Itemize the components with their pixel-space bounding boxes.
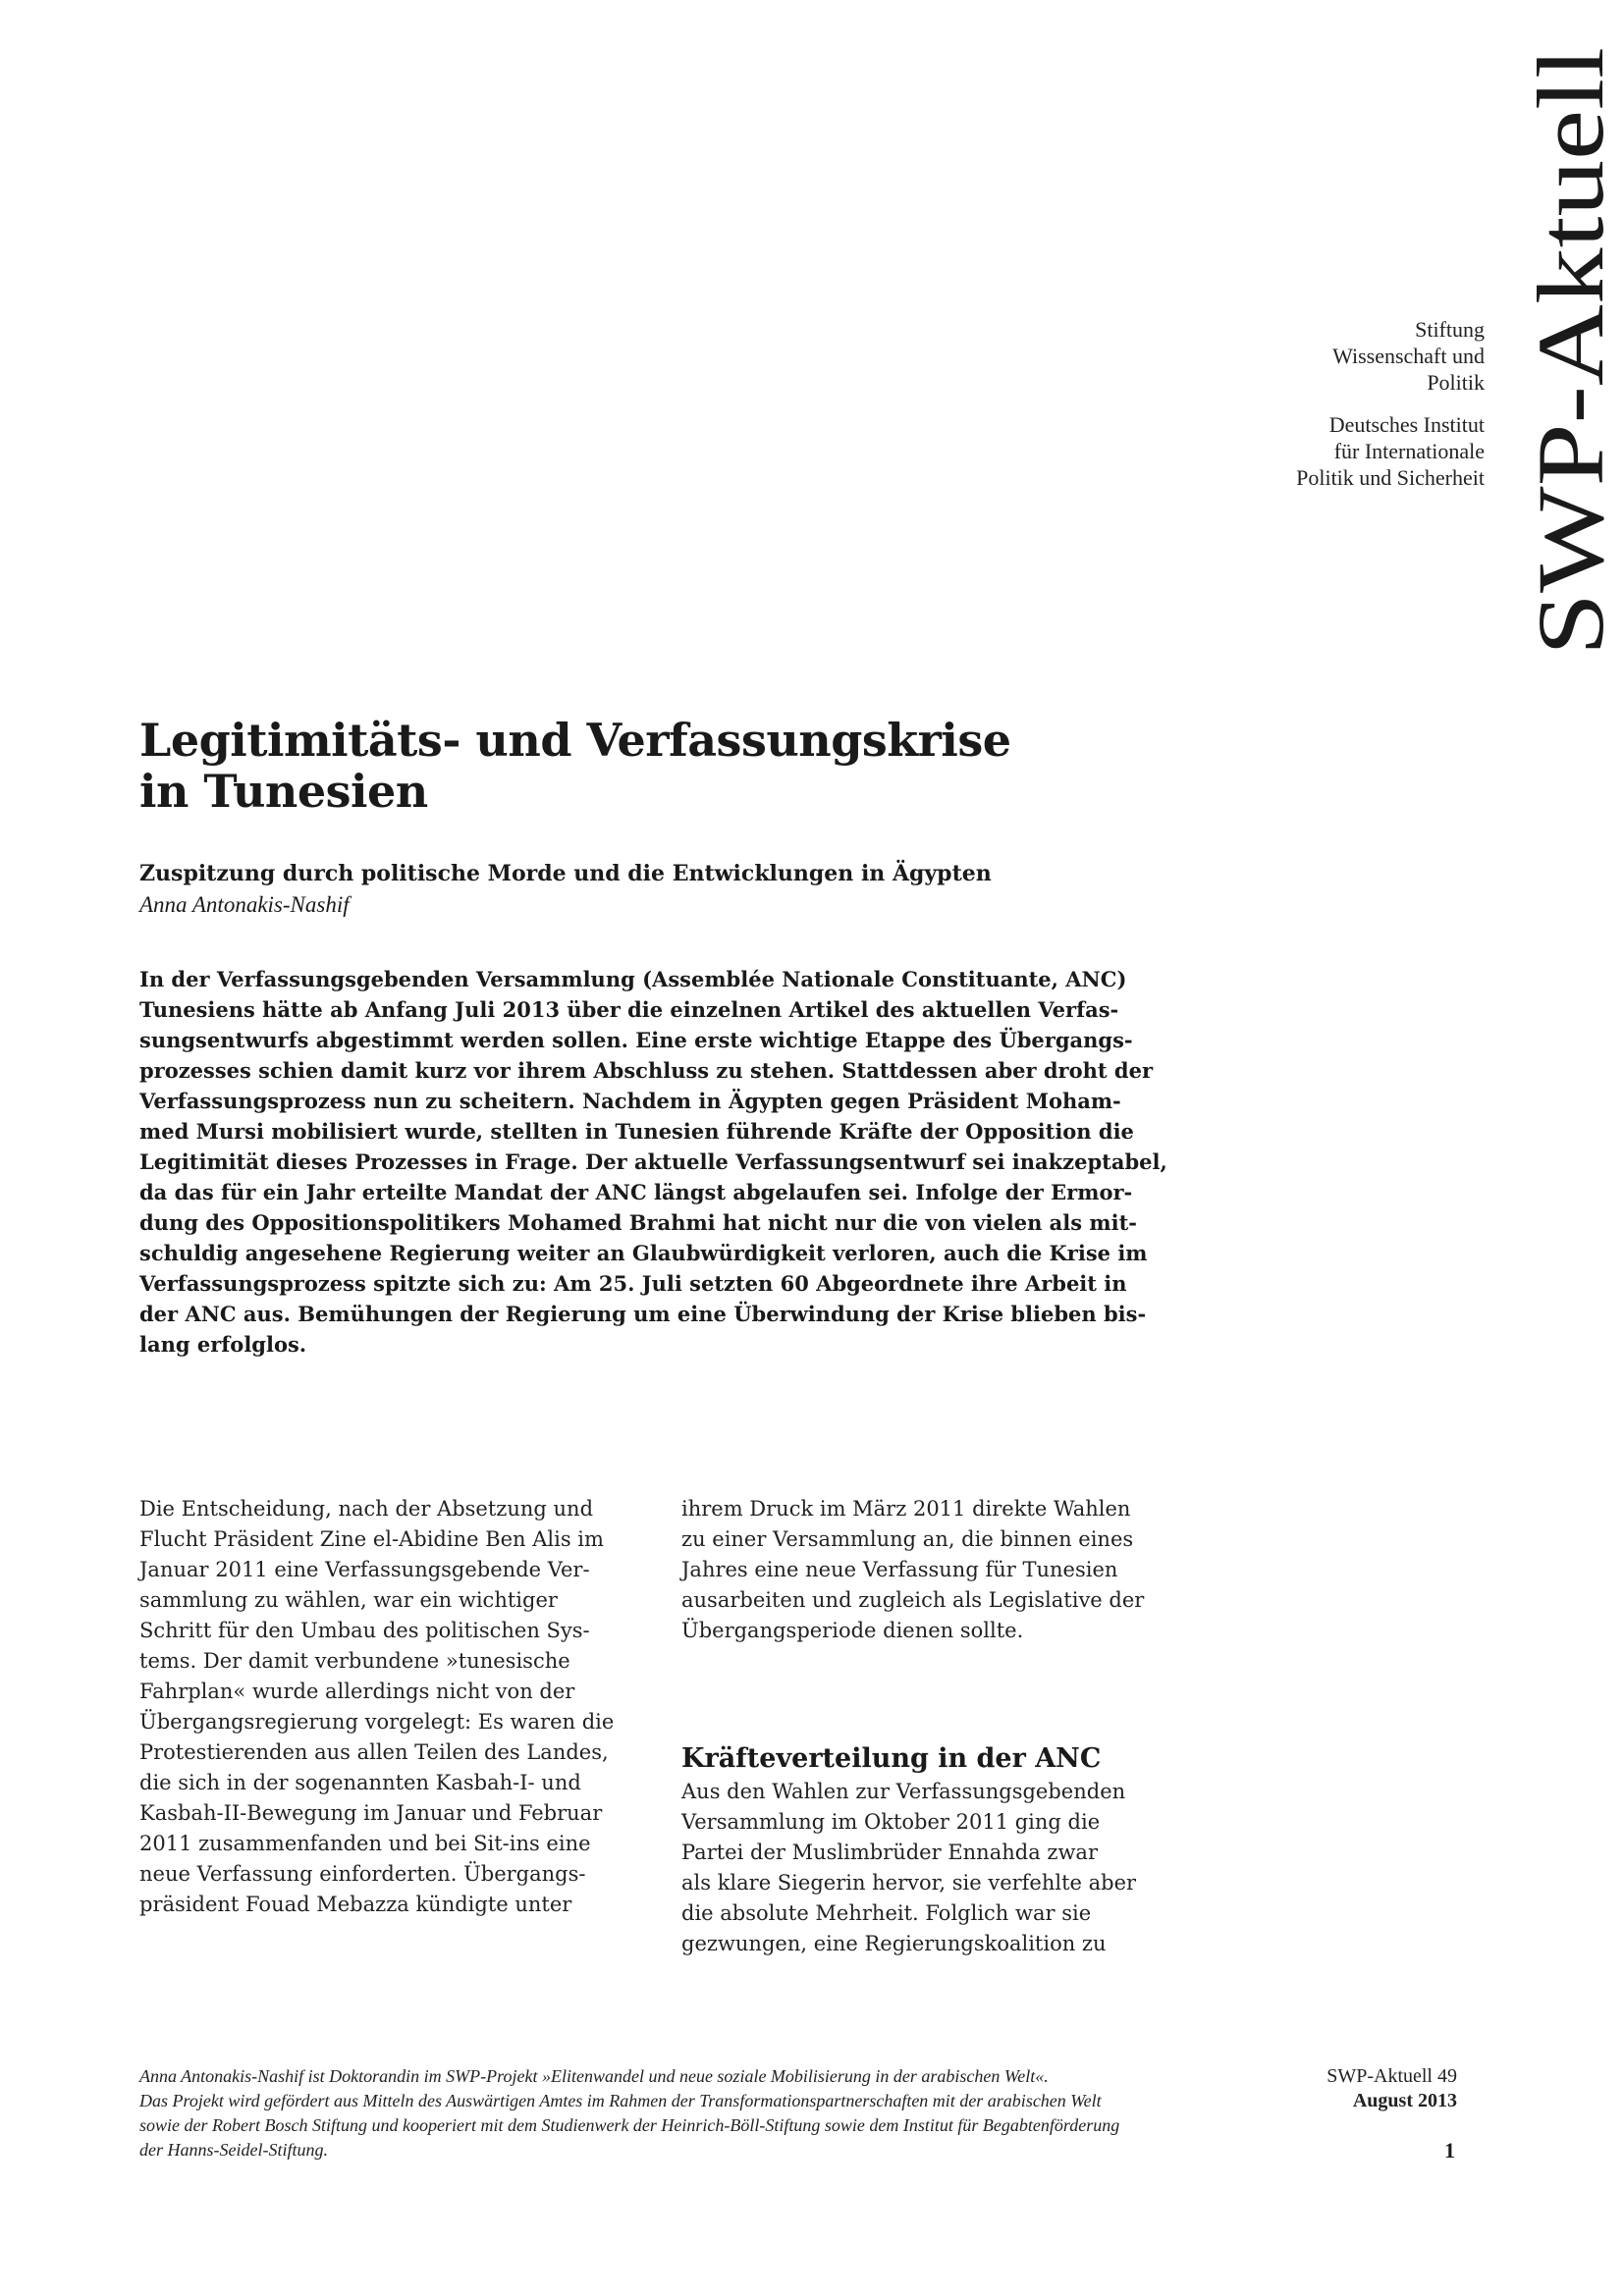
body-column-left	[139, 1494, 670, 1920]
body-line: Fahrplan« wurde allerdings nicht von der	[139, 1680, 575, 1703]
body-line: Jahres eine neue Verfassung für Tunesien	[681, 1558, 1118, 1581]
abstract-line: Verfassungsprozess nun zu scheitern. Nachdem in Ägypten gegen Präsident Moham-	[139, 1089, 1121, 1113]
body-line: neue Verfassung einforderten. Übergangs-	[139, 1862, 586, 1886]
issue-number: SWP-Aktuell 49	[1326, 2065, 1457, 2087]
body-line: Aus den Wahlen zur Verfassungsgebenden	[681, 1780, 1126, 1803]
abstract-line: lang erfolglos.	[139, 1332, 307, 1357]
abstract-line: dung des Oppositionspolitikers Mohamed Brahmi hat nicht nur die von vielen als mit-	[139, 1210, 1137, 1235]
author-footnote	[139, 2064, 1269, 2163]
body-line: Januar 2011 eine Verfassungsgebende Ver-	[139, 1558, 590, 1581]
abstract-line: sungsentwurfs abgestimmt werden sollen. Eine erste wichtige Etappe des Übergangs-	[139, 1028, 1133, 1052]
institute-line: Stiftung	[1415, 317, 1485, 342]
section-body	[681, 1777, 1212, 1959]
body-line: Die Entscheidung, nach der Absetzung und	[139, 1497, 594, 1521]
abstract-line: prozesses schien damit kurz vor ihrem Abschluss zu stehen. Stattdessen aber droht der	[139, 1058, 1154, 1083]
issue-date: August 2013	[1352, 2090, 1457, 2111]
abstract-line: Tunesiens hätte ab Anfang Juli 2013 über die einzelnen Artikel des aktuellen Verfas-	[139, 997, 1119, 1022]
body-line: ausarbeiten und zugleich als Legislative der	[681, 1588, 1145, 1612]
body-line: Schritt für den Umbau des politischen Sys-	[139, 1619, 590, 1642]
institute-line: Wissenschaft und	[1332, 344, 1485, 368]
body-line: Übergangsregierung vorgelegt: Es waren die	[139, 1710, 615, 1734]
body-line: Übergangsperiode dienen sollte.	[681, 1619, 1024, 1642]
body-column-right	[681, 1494, 1212, 1646]
body-line: sammlung zu wählen, war ein wichtiger	[139, 1588, 558, 1612]
abstract-line: In der Verfassungsgebenden Versammlung (Assemblée Nationale Constituante, ANC)	[139, 967, 1127, 991]
brand-vertical-text: SWP-Aktuell	[1518, 147, 1623, 656]
institute-line: Deutsches Institut	[1328, 412, 1485, 437]
abstract-line: da das für ein Jahr erteilte Mandat der ANC längst abgelaufen sei. Infolge der Ermor-	[139, 1180, 1133, 1204]
body-line: zu einer Versammlung an, die binnen eines	[681, 1527, 1134, 1551]
body-line: Kasbah-II-Bewegung im Januar und Februar	[139, 1801, 603, 1825]
body-line: Flucht Präsident Zine el-Abidine Ben Alis im	[139, 1527, 604, 1551]
section-heading: Kräfteverteilung in der ANC	[681, 1743, 1102, 1774]
institute-block	[1190, 316, 1485, 491]
body-line: Versammlung im Oktober 2011 ging die	[681, 1810, 1101, 1834]
title-line: Legitimitäts- und Verfassungskrise	[139, 714, 1011, 767]
abstract-line: Legitimität dieses Prozesses in Frage. Der aktuelle Verfassungsentwurf sei inakzeptabel,	[139, 1149, 1167, 1174]
institute-line: Politik	[1427, 370, 1485, 395]
abstract-line: schuldig angesehene Regierung weiter an Glaubwürdigkeit verloren, auch die Krise im	[139, 1241, 1148, 1265]
body-line: die absolute Mehrheit. Folglich war sie	[681, 1901, 1092, 1925]
title-line: in Tunesien	[139, 765, 428, 818]
abstract-line: med Mursi mobilisiert wurde, stellten in Tunesien führende Kräfte der Opposition die	[139, 1119, 1134, 1144]
institute-line: Politik und Sicherheit	[1296, 465, 1485, 490]
body-line: Partei der Muslimbrüder Ennahda zwar	[681, 1841, 1098, 1864]
body-line: als klare Siegerin hervor, sie verfehlte aber	[681, 1871, 1137, 1895]
article-author: Anna Antonakis-Nashif	[139, 892, 350, 917]
issue-info	[1326, 2064, 1457, 2113]
abstract-line: Verfassungsprozess spitzte sich zu: Am 25. Juli setzten 60 Abgeordnete ihre Arbeit in	[139, 1271, 1127, 1296]
body-line: die sich in der sogenannten Kasbah-I- und	[139, 1771, 581, 1794]
footnote-line: Das Projekt wird gefördert aus Mitteln des Auswärtigen Amtes im Rahmen der Transformationspartnerschaften mit der arabischen Welt	[139, 2091, 1102, 2110]
page-number: 1	[1444, 2138, 1455, 2163]
body-line: tems. Der damit verbundene »tunesische	[139, 1649, 570, 1673]
body-line: ihrem Druck im März 2011 direkte Wahlen	[681, 1497, 1131, 1521]
article-title	[139, 715, 1102, 817]
footnote-line: der Hanns-Seidel-Stiftung.	[139, 2140, 328, 2160]
article-subtitle: Zuspitzung durch politische Morde und die Entwicklungen in Ägypten	[139, 861, 992, 886]
body-line: präsident Fouad Mebazza kündigte unter	[139, 1893, 572, 1916]
body-line: Protestierenden aus allen Teilen des Landes,	[139, 1740, 609, 1764]
body-line: 2011 zusammenfanden und bei Sit-ins eine	[139, 1832, 591, 1855]
institute-line: für Internationale	[1333, 439, 1485, 463]
article-abstract	[139, 964, 1200, 1360]
footnote-line: sowie der Robert Bosch Stiftung und kooperiert mit dem Studienwerk der Heinrich-Böll-Stiftung sowie dem Institut für Begabtenförderung	[139, 2115, 1120, 2135]
abstract-line: der ANC aus. Bemühungen der Regierung um eine Überwindung der Krise blieben bis-	[139, 1302, 1147, 1326]
body-line: gezwungen, eine Regierungskoalition zu	[681, 1932, 1107, 1955]
footnote-line: Anna Antonakis-Nashif ist Doktorandin im SWP-Projekt »Elitenwandel und neue soziale Mobilisierung in der arabischen Welt«.	[139, 2066, 1049, 2086]
